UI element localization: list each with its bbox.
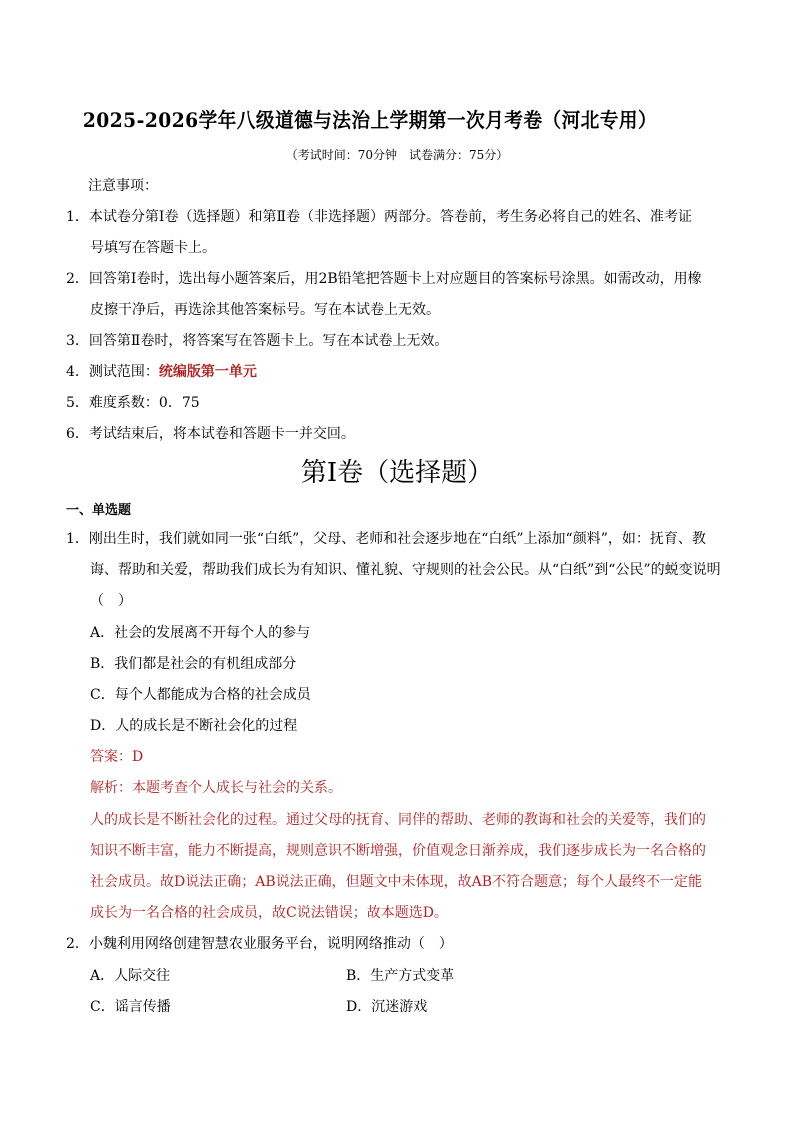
- section-heading: 一、单选题: [66, 503, 132, 518]
- note-item-2-cont: 皮擦干净后，再选涂其他答案标号。写在本试卷上无效。: [90, 302, 440, 318]
- question-number: 1．: [66, 531, 89, 547]
- note-number: 1．: [66, 209, 89, 225]
- question-2-option-a: A．人际交往: [90, 968, 171, 984]
- exam-title: 2025-2026学年八级道德与法治上学期第一次月考卷（河北专用）: [82, 108, 658, 132]
- note-item-1-cont: 号填写在答题卡上。: [90, 240, 216, 256]
- note-item-2: [66, 270, 702, 288]
- question-1-analysis-label: 解析：本题考查个人成长与社会的关系。: [90, 780, 342, 796]
- note-text: 考试结束后，将本试卷和答题卡一并交回。: [88, 426, 355, 442]
- question-2-option-d: D．沉迷游戏: [346, 999, 428, 1015]
- question-text: 小魏利用网络创建智慧农业服务平台，说明网络推动（ ）: [88, 936, 453, 952]
- note-number: 6．: [66, 426, 89, 442]
- note-text: 难度系数：0．75: [88, 395, 200, 411]
- note-item-6: [66, 425, 355, 443]
- note-item-5: [66, 394, 200, 412]
- question-1-answer: 答案：D: [90, 749, 144, 765]
- test-scope-highlight: 统编版第一单元: [158, 364, 257, 380]
- question-1-stem-line-3: （ ）: [90, 593, 132, 609]
- question-number: 2．: [66, 936, 89, 952]
- note-item-3: [66, 332, 448, 350]
- question-1-analysis-line-3: 社会成员。故D说法正确；AB说法正确，但题文中未体现，故AB不符合题意；每个人最终不一定能: [90, 874, 703, 890]
- question-1-option-a: A．社会的发展离不开每个人的参与: [90, 625, 311, 641]
- note-number: 3．: [66, 333, 89, 349]
- question-1-option-b: B．我们都是社会的有机组成部分: [90, 656, 297, 672]
- question-1-analysis-line-1: 人的成长是不断社会化的过程。通过父母的抚育、同伴的帮助、老师的教诲和社会的关爱等，我们的: [90, 812, 706, 828]
- question-1-analysis-line-2: 知识不断丰富，能力不断提高，规则意识不断增强，价值观念日渐养成，我们逐步成长为一名合格的: [90, 843, 706, 859]
- note-text: 回答第Ⅰ卷时，选出每小题答案后，用2B铅笔把答题卡上对应题目的答案标号涂黑。如需改动，用橡: [88, 271, 702, 287]
- note-text: 本试卷分第Ⅰ卷（选择题）和第Ⅱ卷（非选择题）两部分。答卷前，考生务必将自己的姓名、准考证: [88, 209, 692, 225]
- section-title: 第Ⅰ卷（选择题）: [300, 458, 494, 488]
- question-2-option-c: C．谣言传播: [90, 999, 171, 1015]
- note-number: 4．: [66, 364, 89, 380]
- question-1-stem: [66, 530, 706, 548]
- note-text: 回答第Ⅱ卷时，将答案写在答题卡上。写在本试卷上无效。: [88, 333, 449, 349]
- note-item-1: [66, 208, 692, 226]
- question-1-stem-line-2: 诲、帮助和关爱，帮助我们成长为有知识、懂礼貌、守规则的社会公民。从“白纸”到“公民”的蜕变说明: [90, 562, 721, 578]
- notes-label: 注意事项：: [88, 178, 158, 194]
- question-2-stem: [66, 935, 453, 953]
- note-number: 2．: [66, 271, 89, 287]
- note-text: 测试范围：: [88, 364, 159, 380]
- question-2-option-b: B．生产方式变革: [346, 968, 455, 984]
- question-1-option-d: D．人的成长是不断社会化的过程: [90, 718, 298, 734]
- note-item-4: [66, 363, 257, 381]
- note-number: 5．: [66, 395, 89, 411]
- question-text: 刚出生时，我们就如同一张“白纸”，父母、老师和社会逐步地在“白纸”上添加“颜料”，如：抚育、教: [88, 531, 706, 547]
- exam-subtitle: （考试时间：70分钟 试卷满分：75分）: [285, 148, 509, 162]
- question-1-analysis-line-4: 成长为一名合格的社会成员，故C说法错误；故本题选D。: [90, 905, 448, 921]
- question-1-option-c: C．每个人都能成为合格的社会成员: [90, 687, 311, 703]
